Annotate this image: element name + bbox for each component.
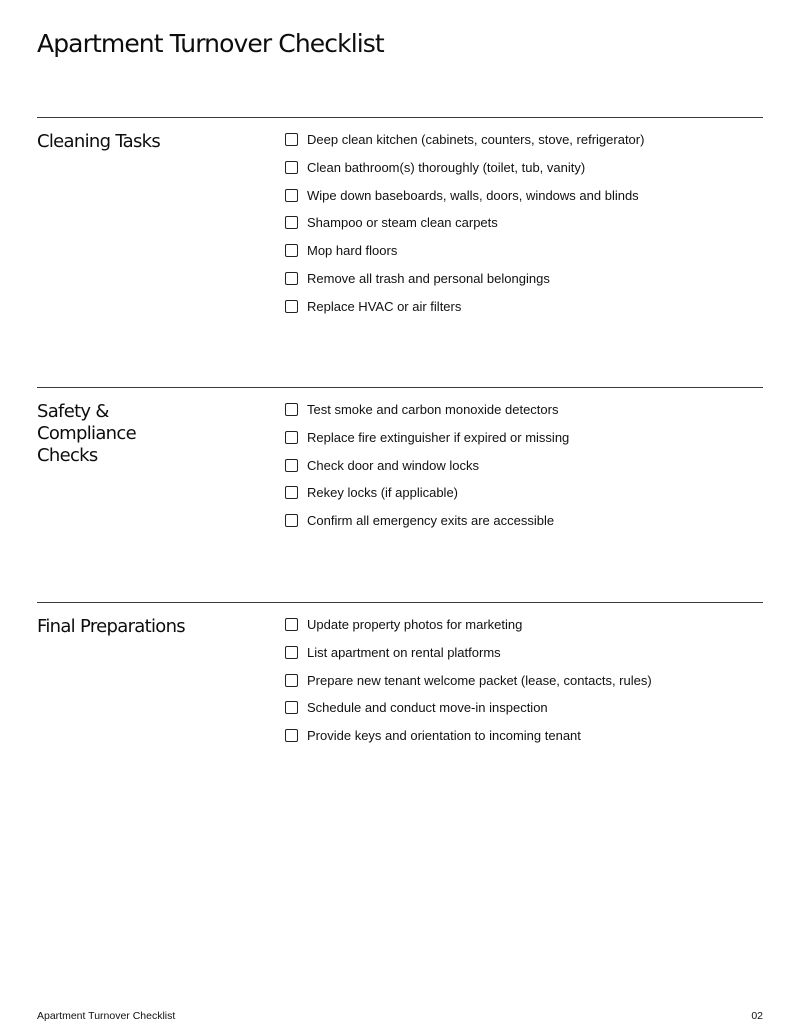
checklist-item-label: Schedule and conduct move-in inspection (307, 700, 548, 716)
page-number: 02 (751, 1010, 763, 1022)
checklist-item[interactable] (285, 271, 644, 299)
checkbox[interactable] (285, 403, 298, 416)
checklist-item-label: Rekey locks (if applicable) (307, 485, 459, 501)
checklist-item-label: Check door and window locks (307, 457, 479, 473)
checklist-item[interactable] (285, 402, 569, 430)
checkbox[interactable] (285, 701, 298, 714)
checklist-item-label: Test smoke and carbon monoxide detectors (307, 402, 559, 417)
checklist-item-label: Provide keys and orientation to incoming tenant (307, 728, 581, 744)
checkbox[interactable] (285, 729, 298, 742)
task-list (285, 402, 569, 541)
checklist-item-label: Shampoo or steam clean carpets (307, 215, 498, 231)
checkbox[interactable] (285, 486, 298, 499)
checkbox[interactable] (285, 431, 298, 444)
section-cleaning-tasks (37, 117, 763, 314)
checklist-item-label: Mop hard floors (307, 243, 398, 259)
checklist-item[interactable] (285, 160, 644, 188)
checkbox[interactable] (285, 300, 298, 313)
task-list (285, 617, 652, 756)
checklist-item-label: Replace fire extinguisher if expired or missing (307, 429, 570, 445)
checklist-item-label: Deep clean kitchen (cabinets, counters, stove, refrigerator) (307, 132, 645, 147)
checkbox[interactable] (285, 618, 298, 631)
section-heading: Cleaning Tasks (37, 131, 161, 152)
checklist-item[interactable] (285, 673, 652, 701)
section-safety-compliance (37, 387, 763, 529)
checkbox[interactable] (285, 244, 298, 257)
checklist-item-label: Wipe down baseboards, walls, doors, windows and blinds (307, 187, 639, 203)
section-heading: Safety & Compliance Checks (37, 401, 136, 466)
checklist-item[interactable] (285, 188, 644, 216)
checkbox[interactable] (285, 459, 298, 472)
checkbox[interactable] (285, 272, 298, 285)
checklist-item-label: List apartment on rental platforms (307, 644, 501, 660)
checkbox[interactable] (285, 161, 298, 174)
checkbox[interactable] (285, 216, 298, 229)
checklist-item[interactable] (285, 700, 652, 728)
checklist-item[interactable] (285, 617, 652, 645)
checklist-item[interactable] (285, 430, 569, 458)
checkbox[interactable] (285, 133, 298, 146)
checklist-item[interactable] (285, 215, 644, 243)
checklist-item[interactable] (285, 458, 569, 486)
checkbox[interactable] (285, 646, 298, 659)
section-final-preparations (37, 602, 763, 744)
checklist-item[interactable] (285, 728, 652, 756)
footer-title: Apartment Turnover Checklist (37, 1010, 176, 1022)
checklist-item-label: Update property photos for marketing (307, 617, 523, 632)
checklist-item-label: Prepare new tenant welcome packet (lease, contacts, rules) (307, 672, 652, 688)
checklist-item-label: Clean bathroom(s) thoroughly (toilet, tub, vanity) (307, 159, 586, 175)
checkbox[interactable] (285, 674, 298, 687)
checklist-item-label: Confirm all emergency exits are accessible (307, 513, 555, 529)
page-title: Apartment Turnover Checklist (37, 29, 384, 58)
checklist-item[interactable] (285, 513, 569, 541)
checklist-item[interactable] (285, 485, 569, 513)
checklist-item[interactable] (285, 645, 652, 673)
checklist-item[interactable] (285, 299, 644, 327)
checkbox[interactable] (285, 189, 298, 202)
checklist-item[interactable] (285, 132, 644, 160)
checklist-item-label: Remove all trash and personal belongings (307, 270, 550, 286)
checklist-item-label: Replace HVAC or air filters (307, 298, 462, 314)
checkbox[interactable] (285, 514, 298, 527)
section-heading: Final Preparations (37, 616, 185, 637)
checklist-item[interactable] (285, 243, 644, 271)
task-list (285, 132, 644, 327)
